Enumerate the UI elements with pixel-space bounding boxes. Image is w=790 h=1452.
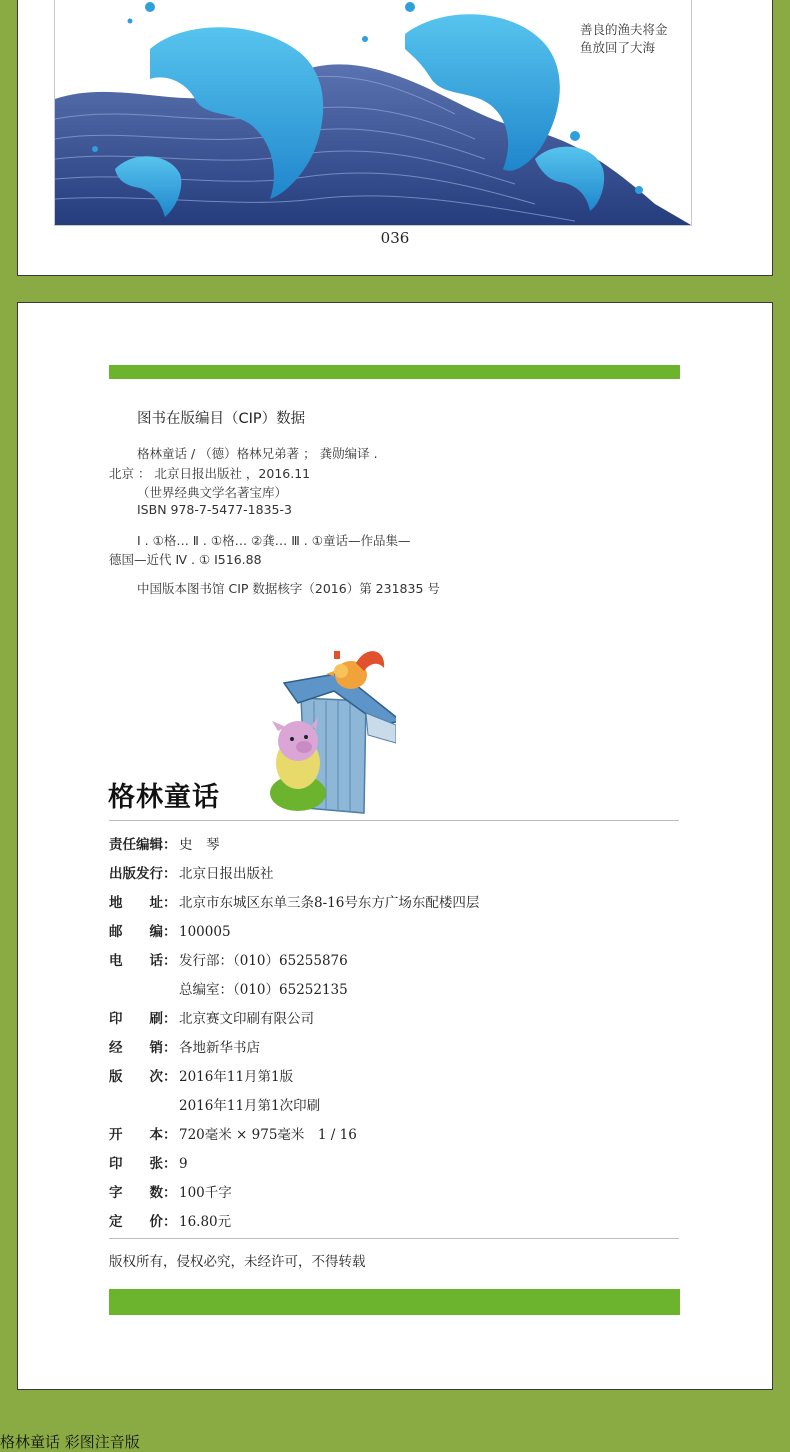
top-accent-bar	[109, 365, 680, 379]
phone-label: 电 话：	[109, 953, 177, 969]
cip-line-1: 格林童话 / （德）格林兄弟著 ； 龚勋编译 .	[137, 446, 378, 461]
cip-line-7: 中国版本图书馆 CIP 数据核字（2016）第 231835 号	[137, 581, 440, 596]
divider-top	[109, 820, 679, 821]
price-value: 16.80元	[179, 1214, 232, 1230]
cip-line-4: ISBN 978-7-5477-1835-3	[137, 502, 292, 517]
info-row-format	[109, 1123, 357, 1147]
cip-line-6: 德国—近代 Ⅳ . ① I516.88	[109, 552, 262, 567]
copyright-page	[17, 302, 773, 1390]
cip-line-3: （世界经典文学名著宝库）	[137, 485, 288, 500]
publisher-label: 出版发行：	[109, 866, 177, 882]
bottom-accent-bar	[109, 1289, 680, 1315]
info-row-address	[109, 891, 479, 915]
copyright-notice: 版权所有，侵权必究，未经许可，不得转载	[109, 1254, 366, 1270]
edition-label: 版 次：	[109, 1069, 177, 1085]
info-row-words	[109, 1181, 232, 1205]
price-label: 定 价：	[109, 1214, 177, 1230]
info-row-edition	[109, 1065, 293, 1089]
editor-value: 史 琴	[179, 837, 220, 853]
info-row-phone	[109, 949, 348, 973]
divider-bottom	[109, 1238, 679, 1239]
publisher-value: 北京日报出版社	[179, 866, 274, 882]
words-label: 字 数：	[109, 1185, 177, 1201]
info-row-postcode	[109, 920, 231, 944]
footer-caption: 格林童话 彩图注音版	[0, 1433, 140, 1451]
edition-value-1: 2016年11月第1版	[179, 1069, 294, 1085]
info-row-distributor	[109, 1036, 260, 1060]
distributor-value: 各地新华书店	[179, 1040, 260, 1056]
editor-label: 责任编辑：	[109, 837, 177, 853]
cip-line-2: 北京 ： 北京日报出版社 ，2016.11	[109, 466, 311, 481]
info-row-publisher	[109, 862, 274, 886]
distributor-label: 经 销：	[109, 1040, 177, 1056]
sea-wave-illustration	[54, 0, 692, 226]
format-label: 开 本：	[109, 1127, 177, 1143]
address-value: 北京市东城区东单三条8-16号东方广场东配楼四层	[179, 895, 480, 911]
info-row-edition-2	[109, 1094, 320, 1118]
info-row-phone-2	[109, 978, 348, 1002]
info-row-sheets	[109, 1152, 188, 1176]
book-title: 格林童话	[108, 782, 220, 813]
pig-and-rooster-illustration	[246, 643, 396, 818]
phone-value-2: 总编室：（010）65252135	[179, 982, 348, 998]
words-value: 100千字	[179, 1185, 232, 1201]
previous-page	[17, 0, 773, 276]
info-row-printer	[109, 1007, 314, 1031]
sheets-label: 印 张：	[109, 1156, 177, 1172]
printer-label: 印 刷：	[109, 1011, 177, 1027]
postcode-value: 100005	[179, 924, 231, 940]
caption-line-1: 善良的渔夫将金	[580, 22, 668, 37]
phone-value-1: 发行部：（010）65255876	[179, 953, 348, 969]
format-value: 720毫米 × 975毫米 1 / 16	[179, 1127, 357, 1143]
address-label: 地 址：	[109, 895, 177, 911]
sheets-value: 9	[179, 1156, 188, 1172]
postcode-label: 邮 编：	[109, 924, 177, 940]
cip-title: 图书在版编目（CIP）数据	[137, 411, 306, 427]
edition-value-2: 2016年11月第1次印刷	[179, 1098, 321, 1114]
cip-line-5: Ⅰ . ①格… Ⅱ . ①格… ②龚… Ⅲ . ①童话—作品集—	[137, 533, 411, 548]
info-row-editor	[109, 833, 220, 857]
printer-value: 北京赛文印刷有限公司	[179, 1011, 314, 1027]
illustration-caption	[580, 21, 668, 57]
info-row-price	[109, 1210, 231, 1234]
page-number: 036	[380, 229, 410, 247]
caption-line-2: 鱼放回了大海	[580, 40, 656, 55]
